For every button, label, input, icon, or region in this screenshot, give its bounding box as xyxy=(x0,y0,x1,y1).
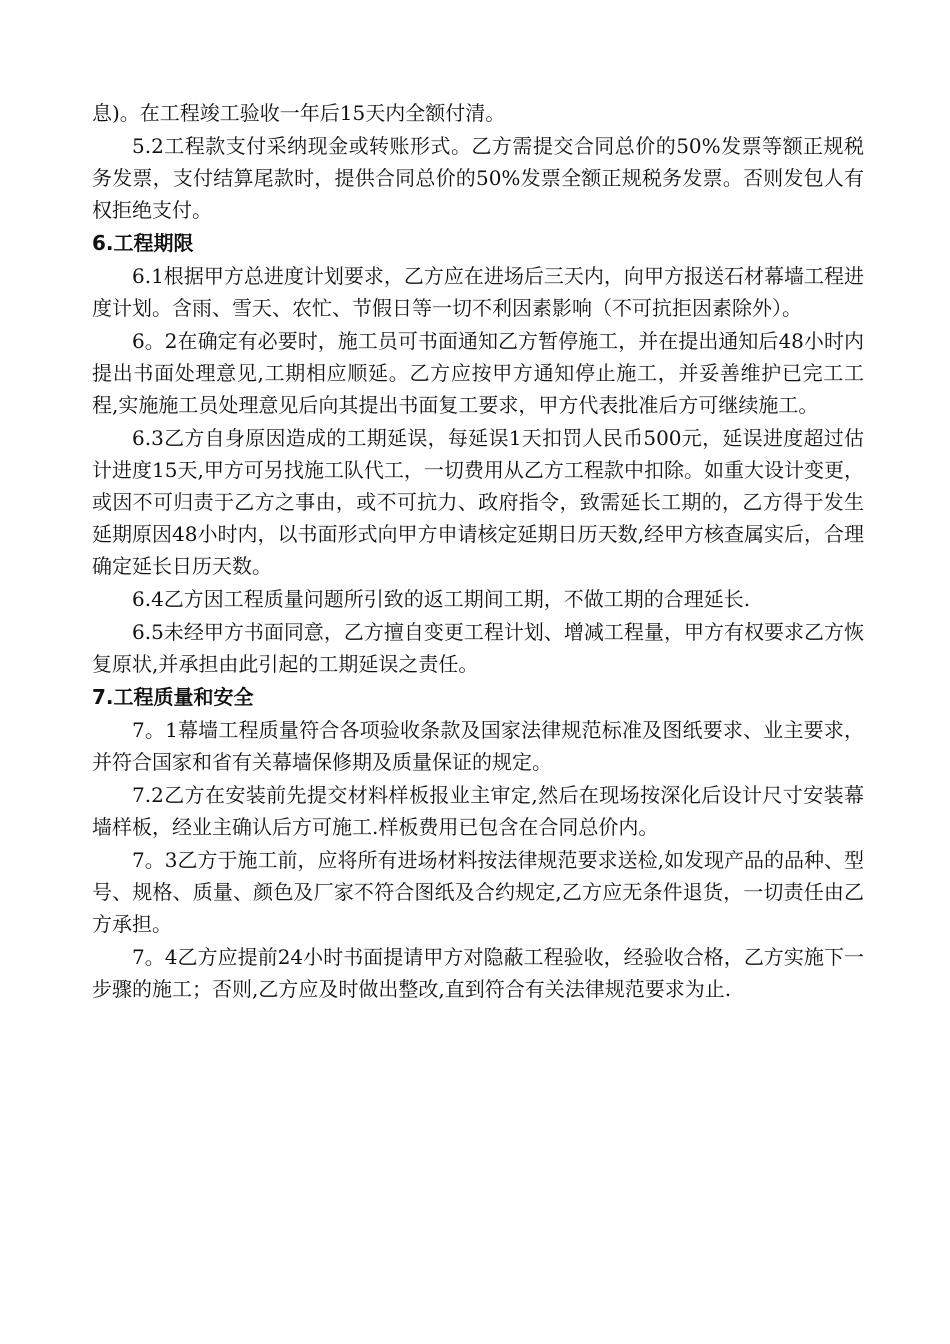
document-body xyxy=(92,97,864,1006)
clause-6-3: 6.3乙方自身原因造成的工期延误，每延误1天扣罚人民币500元，延误进度超过估计进度15天,甲方可另找施工队代工，一切费用从乙方工程款中扣除。如重大设计变更，或因不可归责于乙方之事由，或不可抗力、政府指令，致需延长工期的，乙方得于发生延期原因48小时内，以书面形式向甲方申请核定延期日历天数,经甲方核查属实后，合理确定延长日历天数。 xyxy=(92,426,864,578)
clause-7-3: 7。3乙方于施工前，应将所有进场材料按法律规范要求送检,如发现产品的品种、型号、规格、质量、颜色及厂家不符合图纸及合约规定,乙方应无条件退货，一切责任由乙方承担。 xyxy=(92,848,864,936)
clause-6-1: 6.1根据甲方总进度计划要求，乙方应在进场后三天内，向甲方报送石材幕墙工程进度计划。含雨、雪天、农忙、节假日等一切不利因素影响（不可抗拒因素除外）。 xyxy=(92,264,864,320)
clause-7-4: 7。4乙方应提前24小时书面提请甲方对隐蔽工程验收，经验收合格，乙方实施下一步骤的施工；否则,乙方应及时做出整改,直到符合有关法律规范要求为止. xyxy=(92,945,864,1001)
clause-5-2: 5.2工程款支付采纳现金或转账形式。乙方需提交合同总价的50%发票等额正规税务发票，支付结算尾款时，提供合同总价的50%发票全额正规税务发票。否则发包人有权拒绝支付。 xyxy=(92,134,864,222)
section-heading-6: 6.工程期限 xyxy=(92,231,194,255)
clause-6-2: 6。2在确定有必要时，施工员可书面通知乙方暂停施工，并在提出通知后48小时内提出书面处理意见,工期相应顺延。乙方应按甲方通知停止施工，并妥善维护已完工工程,实施施工员处理意见后向其提出书面复工要求，甲方代表批准后方可继续施工。 xyxy=(92,329,864,417)
paragraph-continuation: 息)。在工程竣工验收一年后15天内全额付清。 xyxy=(92,101,506,125)
clause-7-2: 7.2乙方在安装前先提交材料样板报业主审定,然后在现场按深化后设计尺寸安装幕墙样板，经业主确认后方可施工.样板费用已包含在合同总价内。 xyxy=(92,783,864,839)
clause-6-4: 6.4乙方因工程质量问题所引致的返工期间工期，不做工期的合理延长. xyxy=(132,587,751,611)
section-heading-7: 7.工程质量和安全 xyxy=(92,685,254,709)
clause-7-1: 7。1幕墙工程质量符合各项验收条款及国家法律规范标准及图纸要求、业主要求，并符合国家和省有关幕墙保修期及质量保证的规定。 xyxy=(92,718,864,774)
clause-6-5: 6.5未经甲方书面同意，乙方擅自变更工程计划、增减工程量，甲方有权要求乙方恢复原状,并承担由此引起的工期延误之责任。 xyxy=(92,620,864,676)
